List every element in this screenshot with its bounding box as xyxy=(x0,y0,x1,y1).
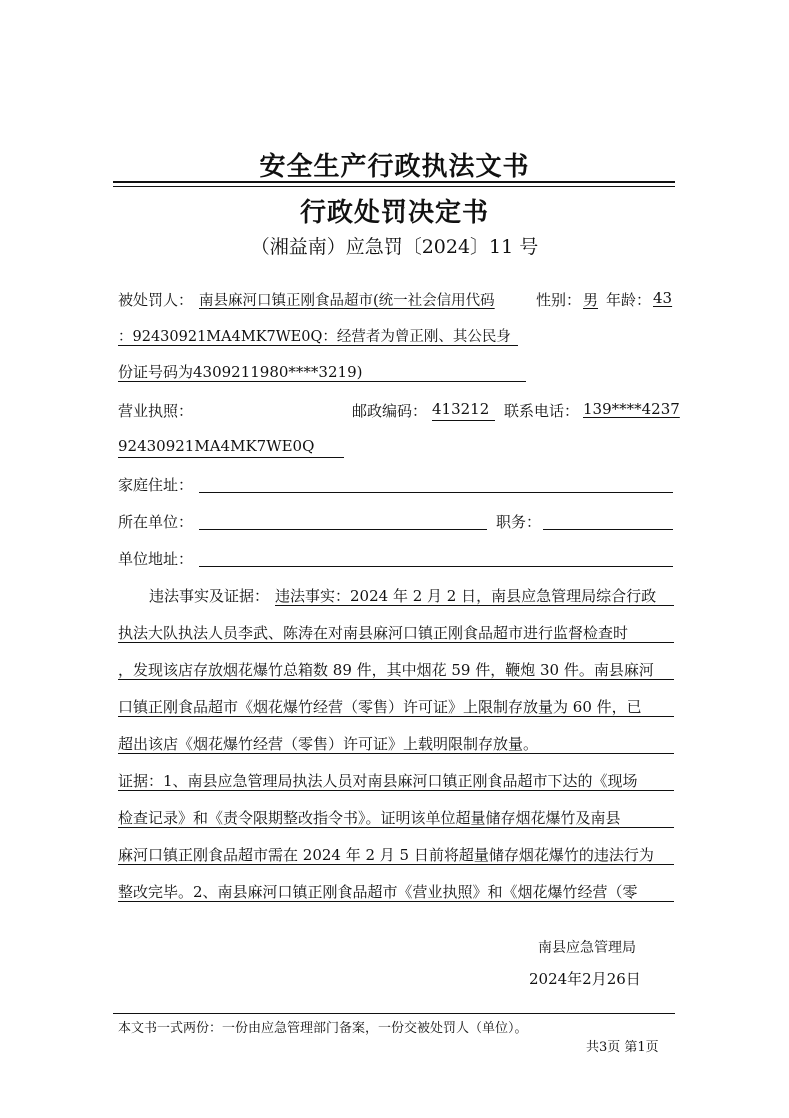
header-rule-thick xyxy=(113,181,675,183)
facts-line3-underline xyxy=(118,679,674,680)
signature-date: 2024年2月26日 xyxy=(529,970,641,988)
evidence-line3-underline xyxy=(118,864,674,865)
doc-number: （湘益南）应急罚〔2024〕11 号 xyxy=(250,236,539,258)
evidence-line4-underline xyxy=(118,901,674,902)
work-unit-field xyxy=(199,529,487,530)
facts-line1: 违法事实：2024 年 2 月 2 日，南县应急管理局综合行政 xyxy=(275,587,657,605)
evidence-line2: 检查记录》和《责令限期整改指令书》。证明该单位超量储存烟花爆竹及南县 xyxy=(118,809,621,827)
unit-address-field xyxy=(199,566,673,567)
phone-label: 联系电话： xyxy=(504,402,580,420)
gender-label: 性别： xyxy=(536,291,582,309)
footer-rule xyxy=(113,1013,675,1014)
position-field xyxy=(543,529,673,530)
age-value: 43 xyxy=(653,289,673,307)
facts-line5-underline xyxy=(118,753,674,754)
unit-address-label: 单位地址： xyxy=(118,550,194,568)
license-label: 营业执照： xyxy=(118,402,194,420)
signature-org: 南县应急管理局 xyxy=(538,940,636,956)
home-address-label: 家庭住址： xyxy=(118,476,194,494)
phone-value: 139****4237 xyxy=(583,400,680,418)
license-number: 92430921MA4MK7WE0Q xyxy=(118,437,315,455)
party-line2-underline xyxy=(118,345,518,346)
postcode-label: 邮政编码： xyxy=(352,402,428,420)
header-rule-thin xyxy=(113,186,675,187)
party-name-line1: 南县麻河口镇正刚食品超市(统一社会信用代码 xyxy=(199,293,495,309)
evidence-line3: 麻河口镇正刚食品超市需在 2024 年 2 月 5 日前将超量储存烟花爆竹的违法行为 xyxy=(118,846,654,864)
evidence-line2-underline xyxy=(118,827,674,828)
facts-line4-underline xyxy=(118,716,674,717)
facts-line2: 执法大队执法人员李武、陈涛在对南县麻河口镇正刚食品超市进行监督检查时 xyxy=(118,624,629,642)
party-name-line2: ：92430921MA4MK7WE0Q：经营者为曾正刚、其公民身 xyxy=(118,329,511,345)
evidence-line1: 证据：1、南县应急管理局执法人员对南县麻河口镇正刚食品超市下达的《现场 xyxy=(118,772,638,790)
postcode-value: 413212 xyxy=(432,400,490,418)
doc-series-title: 安全生产行政执法文书 xyxy=(259,152,530,182)
evidence-line1-underline xyxy=(118,790,674,791)
facts-line5: 超出该店《烟花爆竹经营（零售）许可证》上载明限制存放量。 xyxy=(118,735,539,753)
facts-line1-underline xyxy=(275,605,674,606)
gender-value: 男 xyxy=(583,291,599,309)
work-unit-label: 所在单位： xyxy=(118,513,194,531)
license-number-underline xyxy=(118,457,344,458)
postcode-underline xyxy=(432,420,495,421)
home-address-field xyxy=(199,492,673,493)
footer-note: 本文书一式两份：一份由应急管理部门备案，一份交被处罚人（单位）。 xyxy=(118,1021,528,1036)
age-label: 年龄： xyxy=(606,291,652,309)
page-indicator: 共3页 第1页 xyxy=(586,1040,659,1055)
doc-title: 行政处罚决定书 xyxy=(299,198,489,228)
facts-line3: ，发现该店存放烟花爆竹总箱数 89 件，其中烟花 59 件，鞭炮 30 件。南县麻河 xyxy=(118,661,654,679)
facts-line4: 口镇正刚食品超市《烟花爆竹经营（零售）许可证》上限制存放量为 60 件，已 xyxy=(118,698,642,716)
evidence-line4: 整改完毕。2、南县麻河口镇正刚食品超市《营业执照》和《烟花爆竹经营（零 xyxy=(118,883,638,901)
facts-line2-underline xyxy=(118,642,674,643)
facts-label: 违法事实及证据： xyxy=(149,587,270,605)
party-line3-underline xyxy=(118,381,526,382)
party-name-line3: 份证号码为4309211980****3219) xyxy=(118,363,363,381)
party-label: 被处罚人： xyxy=(118,291,194,309)
position-label: 职务： xyxy=(496,513,542,531)
